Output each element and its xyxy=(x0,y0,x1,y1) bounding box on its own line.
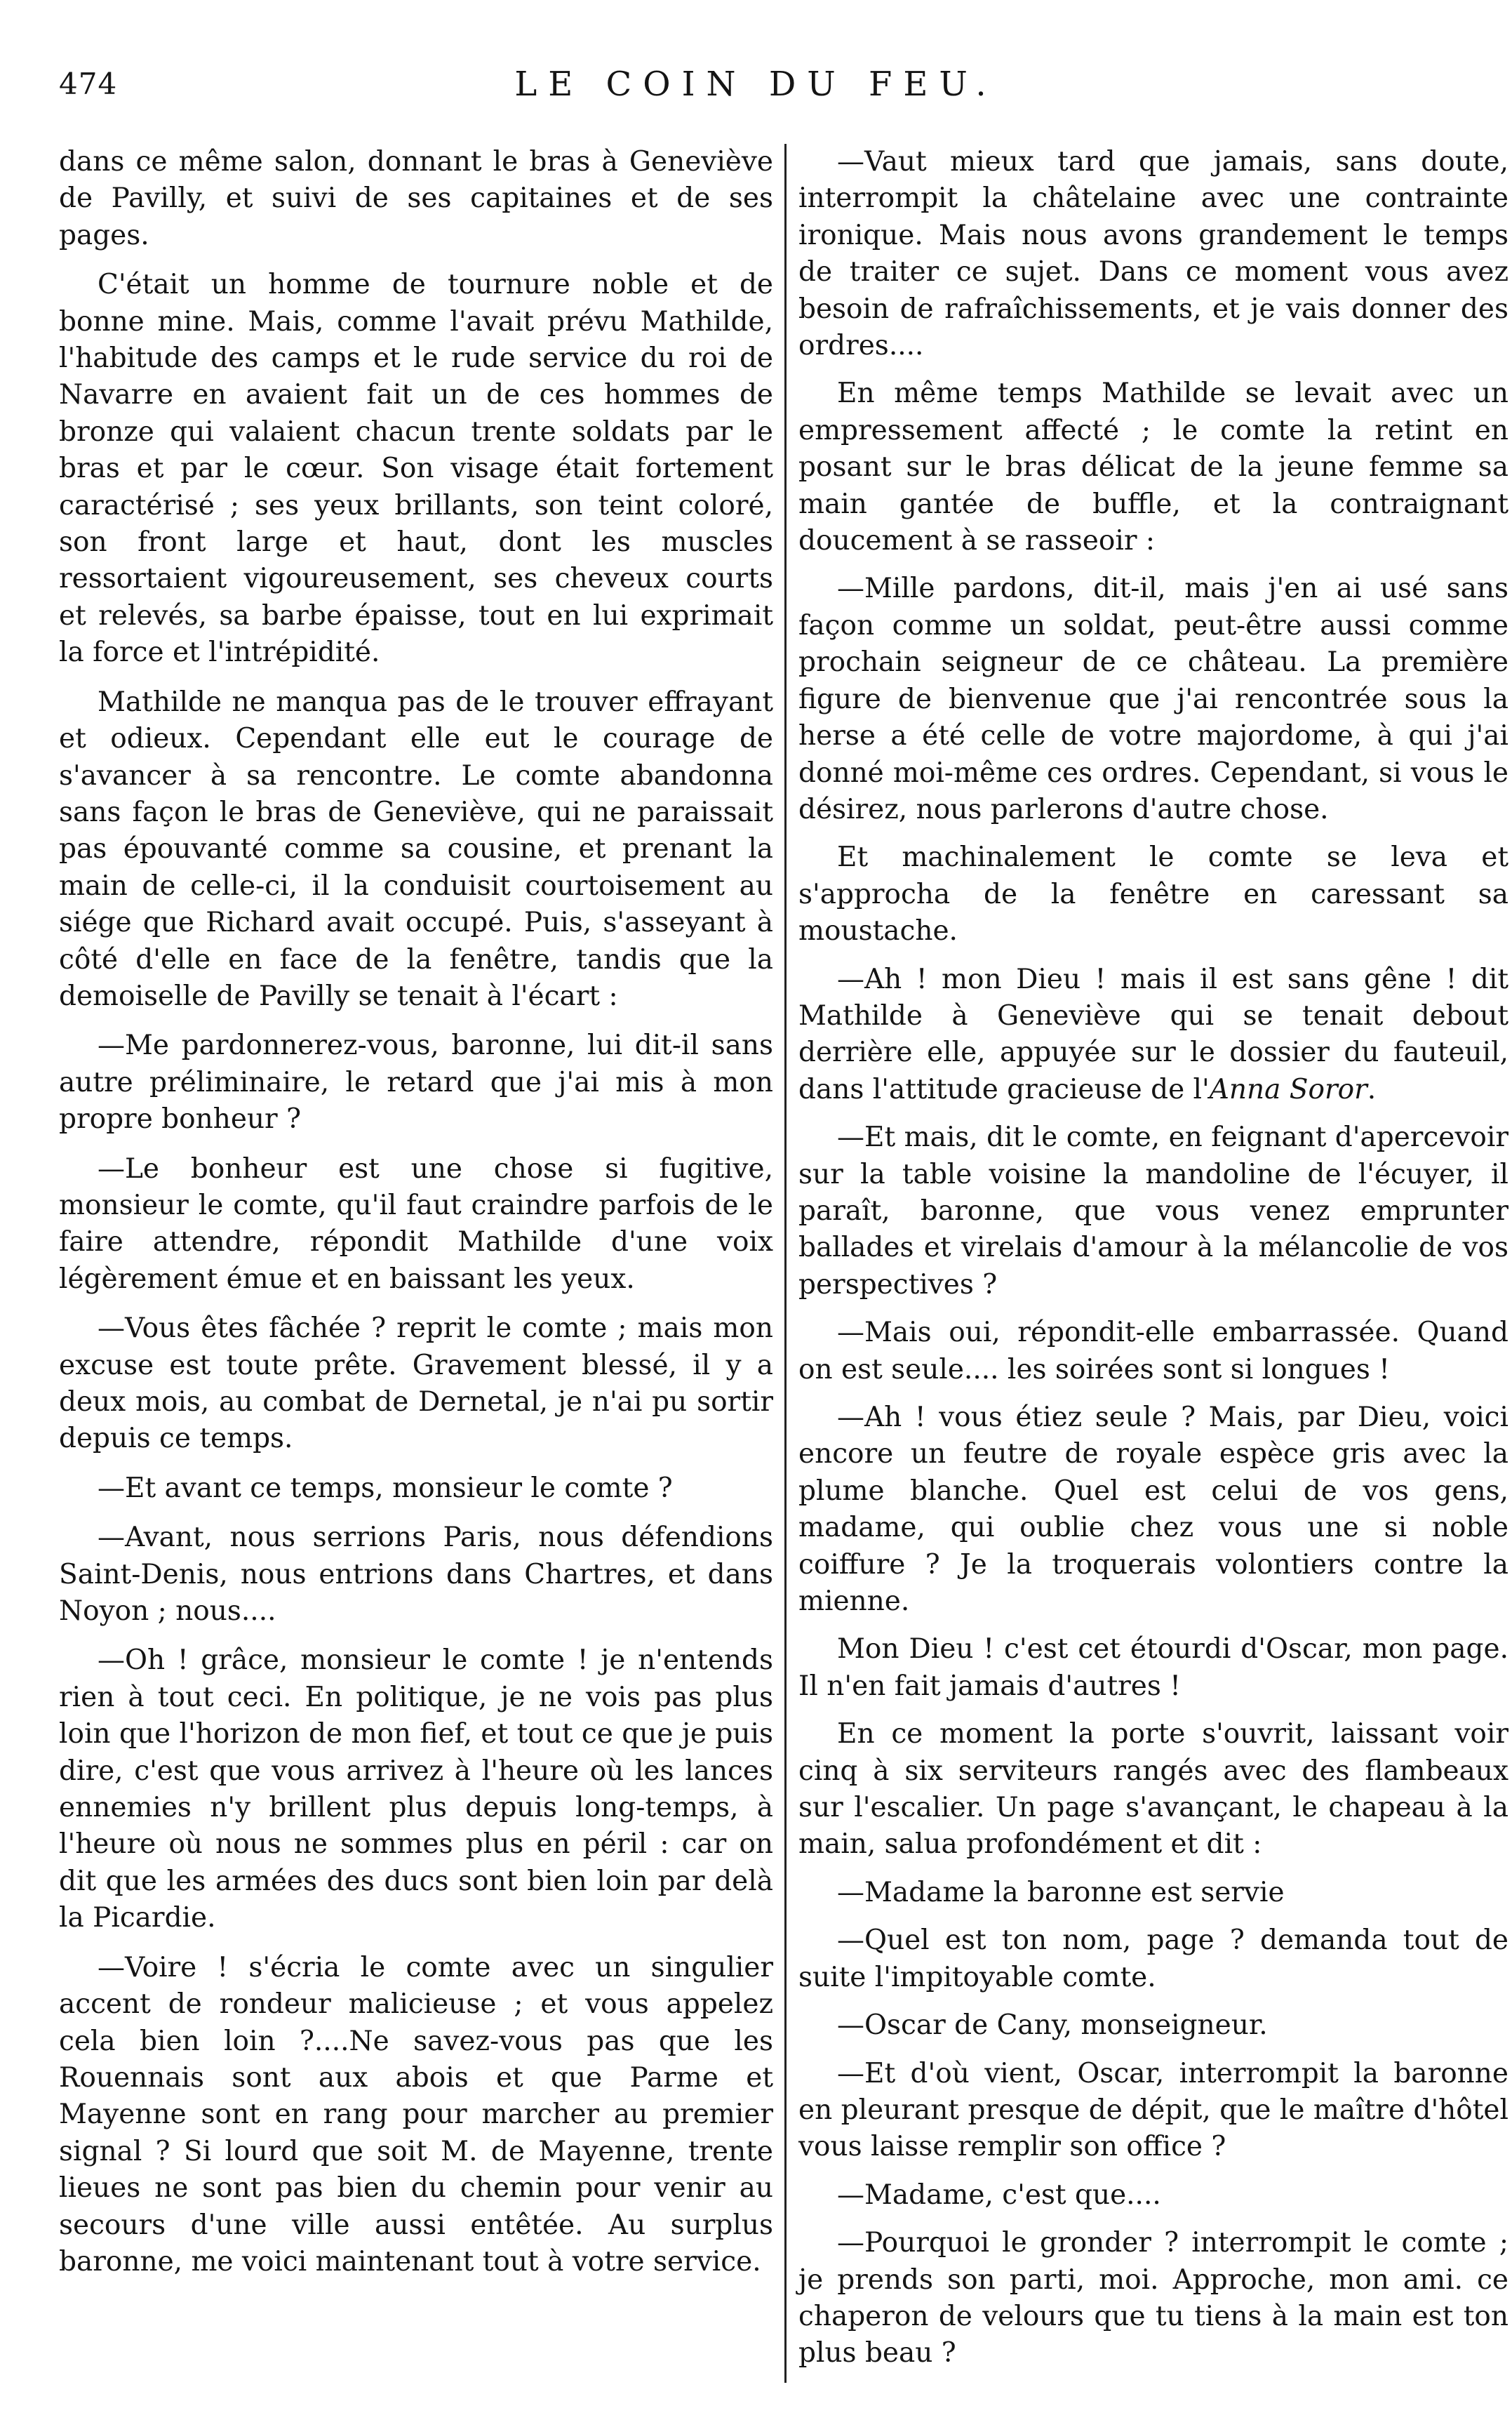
paragraph: —Et mais, dit le comte, en feignant d'apercevoir sur la table voisine la mandoline de l'écuyer, il paraît, baronne, que vous venez emprunter ballades et virelais d'amour à la mélancolie de vos perspectives ? xyxy=(798,1122,1508,1301)
paragraph: C'était un homme de tournure noble et de bonne mine. Mais, comme l'avait prévu Mathilde, l'habitude des camps et le rude service du roi de Navarre en avaient fait un de ces hommes de bronze qui valaient chacun trente soldats par le bras et par le cœur. Son visage était fortement caractérisé ; ses yeux brillants, son teint coloré, son front large et haut, dont les muscles ressortaient vigoureusement, ses cheveux courts et relevés, sa barbe épaisse, tout en lui exprimait la force et l'intrépidité. xyxy=(59,269,773,669)
paragraph: —Oscar de Cany, monseigneur. xyxy=(837,2009,1268,2042)
paragraph: —Le bonheur est une chose si fugitive, monsieur le comte, qu'il faut craindre parfois de le faire attendre, répondit Mathilde d'une voix légèrement émue et en baissant les yeux. xyxy=(59,1152,773,1295)
paragraph: Mon Dieu ! c'est cet étourdi d'Oscar, mon page. Il n'en fait jamais d'autres ! xyxy=(798,1633,1508,1702)
left-column xyxy=(59,144,773,2293)
paragraph: —Mille pardons, dit-il, mais j'en ai usé sans façon comme un soldat, peut-être aussi comme prochain seigneur de ce château. La première figure de bienvenue que j'ai rencontrée sous la herse a été celle de votre majordome, à qui j'ai donné moi-même ces ordres. Cependant, si vous le désirez, nous parlerons d'autre chose. xyxy=(798,573,1508,825)
paragraph: —Pourquoi le gronder ? interrompit le comte ; je prends son parti, moi. Approche, mon ami. ce chaperon de velours que tu tiens à la main est ton plus beau ? xyxy=(798,2227,1508,2369)
paragraph: —Quel est ton nom, page ? demanda tout de suite l'impitoyable comte. xyxy=(798,1924,1508,1993)
paragraph: —Mais oui, répondit-elle embarrassée. Quand on est seule.... les soirées sont si longues ! xyxy=(798,1317,1508,1385)
paragraph: —Voire ! s'écria le comte avec un singulier accent de rondeur malicieuse ; et vous appelez cela bien loin ?....Ne savez-vous pas que les Rouennais sont aux abois et que Parme et Mayenne sont en rang pour marcher au premier signal ? Si lourd que soit M. de Mayenne, trente lieues ne sont pas bien du chemin pour venir au secours d'une ville aussi entêtée. Au surplus baronne, me voici maintenant tout à votre service. xyxy=(59,1951,773,2278)
paragraph: —Me pardonnerez-vous, baronne, lui dit-il sans autre préliminaire, le retard que j'ai mis à mon propre bonheur ? xyxy=(59,1030,773,1136)
paragraph: —Madame, c'est que.... xyxy=(837,2179,1161,2211)
paragraph: dans ce même salon, donnant le bras à Geneviève de Pavilly, et suivi de ses capitaines et de ses pages. xyxy=(59,146,773,251)
paragraph: Et machinalement le comte se leva et s'approcha de la fenêtre en caressant sa moustache. xyxy=(798,842,1508,948)
paragraph xyxy=(798,962,1508,1109)
paragraph-text: —Ah ! mon Dieu ! mais il est sans gêne ! dit Mathilde à Geneviève qui se tenait debout derrière elle, appuyée sur le dossier du fauteuil, dans l'attitude gracieuse de l' xyxy=(798,963,1508,1105)
paragraph: —Et d'où vient, Oscar, interrompit la baronne en pleurant presque de dépit, que le maître d'hôtel vous laisse remplir son office ? xyxy=(798,2057,1508,2163)
column-rule xyxy=(784,144,787,2383)
paragraph: Mathilde ne manqua pas de le trouver effrayant et odieux. Cependant elle eut le courage de s'avancer à sa rencontre. Le comte abandonna sans façon le bras de Geneviève, qui ne paraissait pas épouvanté comme sa cousine, et prenant la main de celle-ci, il la conduisit courtoisement au siége que Richard avait occupé. Puis, s'asseyant à côté d'elle en face de la fenêtre, tandis que la demoiselle de Pavilly se tenait à l'écart : xyxy=(59,686,773,1012)
italic-title: Anna Soror xyxy=(1209,1073,1367,1105)
paragraph: —Vous êtes fâchée ? reprit le comte ; mais mon excuse est toute prête. Gravement blessé, il y a deux mois, au combat de Dernetal, je n'ai pu sortir depuis ce temps. xyxy=(59,1312,773,1455)
paragraph: En même temps Mathilde se levait avec un empressement affecté ; le comte la retint en posant sur le bras délicat de la jeune femme sa main gantée de buffle, et la contraignant doucement à se rasseoir : xyxy=(798,378,1508,557)
paragraph: —Oh ! grâce, monsieur le comte ! je n'entends rien à tout ceci. En politique, je ne vois pas plus loin que l'horizon de mon fief, et tout ce que je puis dire, c'est que vous arrivez à l'heure où les lances ennemies n'y brillent plus depuis long-temps, à l'heure où nous ne sommes plus en péril : car on dit que les armées des ducs sont bien loin par delà la Picardie. xyxy=(59,1644,773,1934)
paragraph: —Avant, nous serrions Paris, nous défendions Saint-Denis, nous entrions dans Chartres, et dans Noyon ; nous.... xyxy=(59,1522,773,1628)
running-title: LE COIN DU FEU. xyxy=(514,65,998,104)
paragraph: —Vaut mieux tard que jamais, sans doute, interrompit la châtelaine avec une contrainte ironique. Mais nous avons grandement le temps de traiter ce sujet. Dans ce moment vous avez besoin de rafraîchissements, et je vais donner des ordres.... xyxy=(798,146,1508,362)
right-column xyxy=(798,144,1508,2384)
paragraph: —Et avant ce temps, monsieur le comte ? xyxy=(98,1472,673,1504)
paragraph-text-tail: . xyxy=(1367,1073,1377,1105)
paragraph: En ce moment la porte s'ouvrit, laissant voir cinq à six serviteurs rangés avec des flambeaux sur l'escalier. Un page s'avançant, le chapeau à la main, salua profondément et dit : xyxy=(798,1718,1508,1861)
paragraph: —Madame la baronne est servie xyxy=(837,1876,1285,1908)
paragraph: —Ah ! vous étiez seule ? Mais, par Dieu, voici encore un feutre de royale espèce gris avec la plume blanche. Quel est celui de vos gens, madame, qui oublie chez vous une si noble coiffure ? Je la troquerais volontiers contre la mienne. xyxy=(798,1402,1508,1618)
page-number: 474 xyxy=(59,67,118,101)
